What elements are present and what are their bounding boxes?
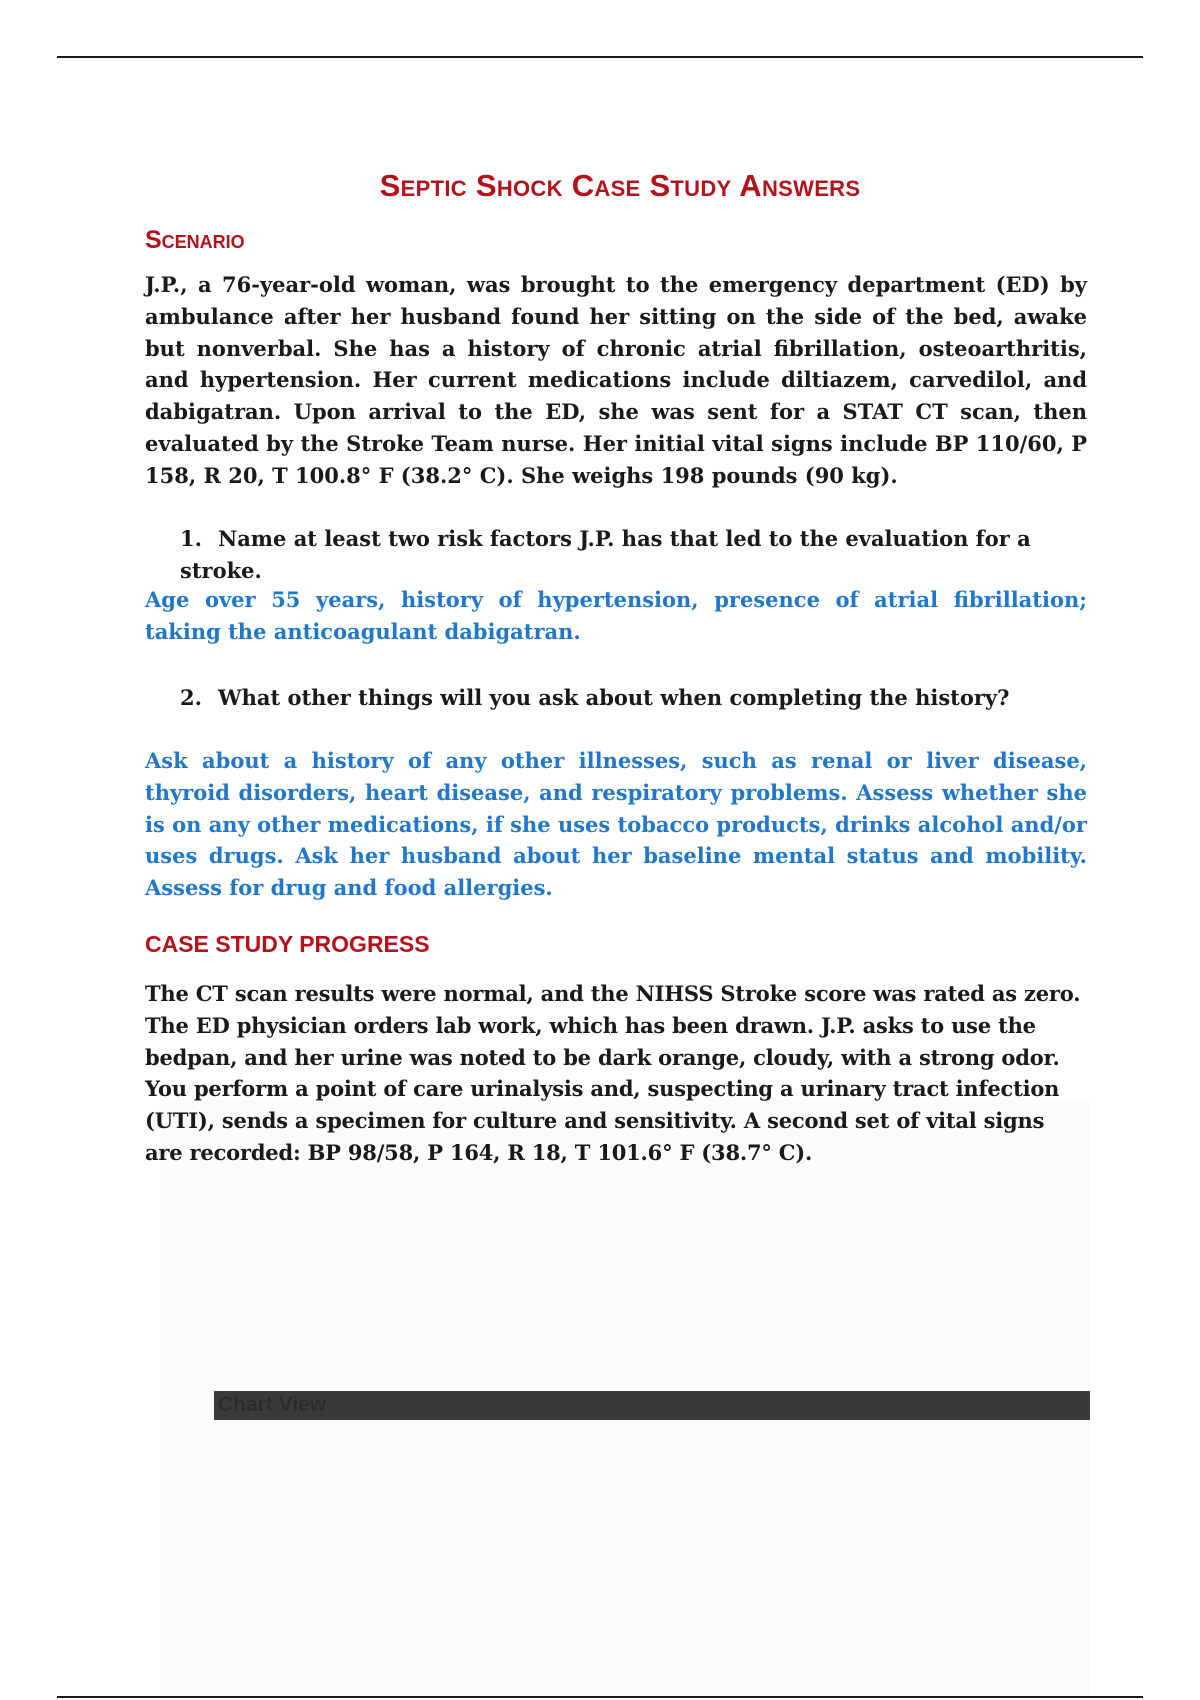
question-1 [180,523,1080,587]
chart-view-bar[interactable] [214,1391,1090,1420]
answer-2: Ask about a history of any other illnesses, such as renal or liver disease, thyroid disorders, heart disease, and respiratory problems. Assess whether she is on any other medications, if she uses tobacco products, drinks alcohol and/or uses drugs. Ask her husband about her baseline mental status and mobility. Assess for drug and food allergies. [145,748,1087,901]
scenario-text: J.P., a 76-year-old woman, was brought to the emergency department (ED) by ambulance after her husband found her sitting on the side of the bed, awake but nonverbal. She has a history of chronic atrial fibrillation, osteoarthritis, and hypertension. Her current medications include diltiazem, carvedilol, and dabigatran. Upon arrival to the ED, she was sent for a STAT CT scan, then evaluated by the Stroke Team nurse. Her initial vital signs include BP 110/60, P 158, R 20, T 100.8° F (38.2° C). She weighs 198 pounds (90 kg). [145,272,1087,488]
question-number: 2. [180,685,202,710]
question-2 [180,682,1080,714]
case-study-progress-text: The CT scan results were normal, and the NIHSS Stroke score was rated as zero. The ED physician orders lab work, which has been drawn. J.P. asks to use the bedpan, and her urine was noted to be dark orange, cloudy, with a strong odor. You perform a point of care urinalysis and, suspecting a urinary tract infection (UTI), sends a specimen for culture and sensitivity. A second set of vital signs are recorded: BP 98/58, P 164, R 18, T 101.6° F (38.7° C). [145,981,1081,1165]
document-title: Septic Shock Case Study Answers [379,168,861,203]
question-text: Name at least two risk factors J.P. has that led to the evaluation for a stroke. [180,526,1031,583]
answer-1: Age over 55 years, history of hypertension, presence of atrial fibrillation; taking the anticoagulant dabigatran. [145,587,1087,644]
chart-view-label: Chart View [218,1393,327,1416]
scenario-heading: Scenario [145,226,245,254]
question-text: What other things will you ask about when completing the history? [218,685,1010,710]
bottom-rule [57,1696,1143,1698]
case-study-progress-heading: CASE STUDY PROGRESS [145,931,430,957]
question-number: 1. [180,526,202,551]
top-rule [57,56,1143,58]
